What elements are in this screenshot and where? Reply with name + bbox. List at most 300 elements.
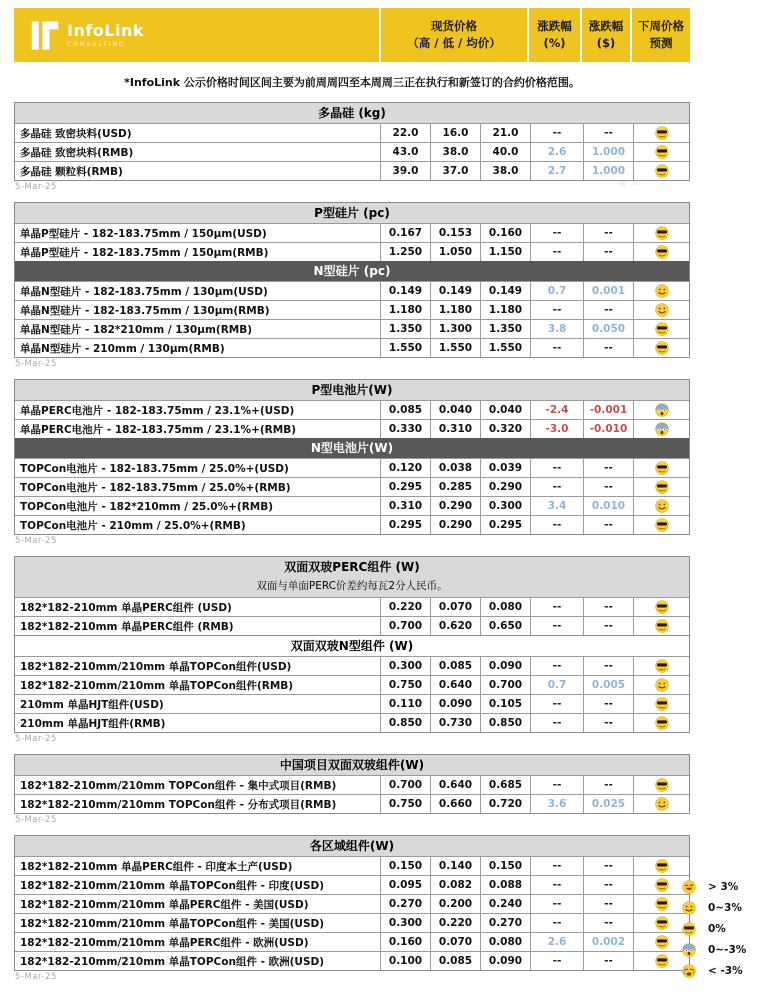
price-high-cell: 0.700	[380, 776, 430, 794]
row-label: 182*182-210mm 单晶PERC组件 - 印度本土产(USD)	[20, 860, 293, 873]
forecast-cell	[633, 124, 689, 142]
price-high-cell: 0.120	[380, 459, 430, 477]
report-header	[14, 8, 690, 62]
forecast-cell	[633, 516, 689, 534]
change-percent-cell: --	[530, 224, 583, 242]
price-avg-cell: 0.040	[480, 401, 530, 419]
price-low-cell: 0.140	[430, 857, 480, 875]
price-avg-cell: 38.0	[480, 162, 530, 180]
price-low-cell: 0.040	[430, 401, 480, 419]
brand-text	[67, 20, 145, 48]
column-header-spot-price: 现货价格 （高 / 低 / 均价）	[379, 8, 527, 62]
change-usd-cell: --	[583, 516, 633, 534]
sunglasses-face-icon	[655, 916, 669, 930]
price-avg-cell: 40.0	[480, 143, 530, 161]
price-high-cell: 0.300	[380, 657, 430, 675]
price-low-cell: 0.620	[430, 617, 480, 635]
forecast-legend	[682, 876, 760, 981]
table-row	[15, 223, 689, 242]
sunglasses-face-icon	[655, 245, 669, 259]
section-header	[15, 261, 689, 281]
section-note: 双面与单面PERC价差约每瓦2分人民币。	[256, 580, 448, 592]
forecast-cell	[633, 243, 689, 261]
legend-item	[682, 897, 760, 918]
forecast-cell	[633, 795, 689, 813]
table-row	[15, 142, 689, 161]
date-stamp: 5-Mar-25	[15, 815, 57, 825]
sunglasses-face-icon	[655, 697, 669, 711]
price-low-cell: 0.660	[430, 795, 480, 813]
table-row	[15, 458, 689, 477]
sunglasses-face-icon	[655, 600, 669, 614]
sunglasses-face-icon	[655, 461, 669, 475]
table-groups	[14, 102, 690, 992]
row-label: 182*182-210mm 单晶PERC组件 (RMB)	[20, 620, 234, 633]
change-percent-cell: 0.7	[530, 676, 583, 694]
section-title: 双面双玻PERC组件 (W)	[284, 560, 420, 574]
row-label: 182*182-210mm/210mm 单晶PERC组件 - 美国(USD)	[20, 898, 309, 911]
table-row	[15, 300, 689, 319]
section-header	[15, 103, 689, 123]
row-label: 单晶PERC电池片 - 182-183.75mm / 23.1%+(RMB)	[20, 423, 297, 436]
price-avg-cell: 0.720	[480, 795, 530, 813]
forecast-cell	[633, 339, 689, 357]
row-label: 210mm 单晶HJT组件(RMB)	[20, 717, 166, 730]
section-header	[15, 438, 689, 458]
smile-face-icon	[655, 678, 669, 692]
section-title: 中国项目双面双玻组件(W)	[279, 758, 425, 772]
table-row	[15, 932, 689, 951]
smile-face-icon	[655, 797, 669, 811]
row-label: 多晶硅 致密块料(USD)	[20, 127, 132, 140]
price-avg-cell: 0.320	[480, 420, 530, 438]
price-low-cell: 0.082	[430, 876, 480, 894]
fear-face-icon	[655, 403, 669, 417]
column-header-forecast: 下周价格 预测	[630, 8, 690, 62]
price-low-cell: 0.220	[430, 914, 480, 932]
fear-face-icon	[655, 422, 669, 436]
forecast-cell	[633, 857, 689, 875]
change-usd-cell: --	[583, 695, 633, 713]
price-high-cell: 0.085	[380, 401, 430, 419]
change-percent-cell: --	[530, 895, 583, 913]
sunglasses-face-icon	[655, 935, 669, 949]
row-label: 182*182-210mm/210mm TOPCon组件 - 集中式项目(RMB)	[20, 779, 337, 792]
sunglasses-face-icon	[655, 859, 669, 873]
change-percent-cell: --	[530, 301, 583, 319]
change-usd-cell: --	[583, 895, 633, 913]
forecast-cell	[633, 952, 689, 970]
price-low-cell: 0.149	[430, 282, 480, 300]
table-row	[15, 281, 689, 300]
price-high-cell: 0.300	[380, 914, 430, 932]
row-label: 182*182-210mm/210mm 单晶TOPCon组件 - 欧洲(USD)	[20, 955, 325, 968]
change-usd-cell: 0.001	[583, 282, 633, 300]
price-avg-cell: 0.039	[480, 459, 530, 477]
smile-face-icon	[682, 901, 696, 915]
table-group	[14, 202, 690, 358]
price-high-cell: 22.0	[380, 124, 430, 142]
sunglasses-face-icon	[655, 164, 669, 178]
row-label: 182*182-210mm/210mm 单晶TOPCon组件(USD)	[20, 660, 292, 673]
sunglasses-face-icon	[655, 716, 669, 730]
price-low-cell: 0.070	[430, 933, 480, 951]
forecast-cell	[633, 895, 689, 913]
row-label: 多晶硅 颗粒料(RMB)	[20, 165, 123, 178]
change-usd-cell: --	[583, 339, 633, 357]
forecast-cell	[633, 420, 689, 438]
table-group	[14, 556, 690, 733]
change-percent-cell: --	[530, 124, 583, 142]
date-stamp: 5-Mar-25	[15, 536, 57, 546]
sunglasses-face-icon	[655, 897, 669, 911]
date-stamp: 5-Mar-25	[15, 734, 57, 744]
change-percent-cell: 3.4	[530, 497, 583, 515]
price-high-cell: 0.160	[380, 933, 430, 951]
sunglasses-face-icon	[655, 322, 669, 336]
change-percent-cell: --	[530, 776, 583, 794]
section-title: P型硅片 (pc)	[314, 206, 390, 220]
row-label: 单晶N型硅片 - 182-183.75mm / 130μm(USD)	[20, 285, 268, 298]
sunglasses-face-icon	[682, 922, 696, 936]
table-row	[15, 894, 689, 913]
column-header-change-percent: 涨跌幅 (%)	[527, 8, 580, 62]
forecast-cell	[633, 478, 689, 496]
section-header	[15, 557, 689, 597]
change-percent-cell: -2.4	[530, 401, 583, 419]
section-title: 各区域组件(W)	[309, 839, 395, 853]
forecast-cell	[633, 676, 689, 694]
price-low-cell: 0.640	[430, 676, 480, 694]
table-row	[15, 694, 689, 713]
brand-name: InfoLink	[67, 20, 145, 40]
price-low-cell: 0.070	[430, 598, 480, 616]
change-usd-cell: 0.050	[583, 320, 633, 338]
table-group	[14, 835, 690, 971]
table-row	[15, 713, 689, 732]
forecast-cell	[633, 301, 689, 319]
price-high-cell: 0.167	[380, 224, 430, 242]
price-high-cell: 0.095	[380, 876, 430, 894]
forecast-cell	[633, 282, 689, 300]
change-usd-cell: --	[583, 459, 633, 477]
legend-item	[682, 918, 760, 939]
smile-face-icon	[655, 303, 669, 317]
change-percent-cell: --	[530, 695, 583, 713]
price-low-cell: 1.050	[430, 243, 480, 261]
section-header	[15, 203, 689, 223]
forecast-cell	[633, 933, 689, 951]
forecast-cell	[633, 224, 689, 242]
row-label: TOPCon电池片 - 210mm / 25.0%+(RMB)	[20, 519, 246, 532]
section-title: P型电池片(W)	[311, 383, 393, 397]
price-high-cell: 43.0	[380, 143, 430, 161]
infolink-logo-icon	[30, 19, 60, 52]
table-row	[15, 123, 689, 142]
price-avg-cell: 0.149	[480, 282, 530, 300]
price-high-cell: 0.100	[380, 952, 430, 970]
price-avg-cell: 0.240	[480, 895, 530, 913]
forecast-cell	[633, 914, 689, 932]
row-label: 182*182-210mm/210mm 单晶TOPCon组件 - 美国(USD)	[20, 917, 325, 930]
row-label: 182*182-210mm 单晶PERC组件 (USD)	[20, 601, 232, 614]
change-percent-cell: --	[530, 657, 583, 675]
price-high-cell: 1.180	[380, 301, 430, 319]
price-avg-cell: 0.300	[480, 497, 530, 515]
brand-subtitle: CONSULTING	[67, 40, 126, 48]
price-low-cell: 0.285	[430, 478, 480, 496]
sunglasses-face-icon	[655, 954, 669, 968]
sunglasses-face-icon	[655, 518, 669, 532]
legend-label: < -3%	[708, 964, 743, 977]
sunglasses-face-icon	[655, 145, 669, 159]
row-label: 210mm 单晶HJT组件(USD)	[20, 698, 164, 711]
sunglasses-face-icon	[655, 126, 669, 140]
row-label: 单晶N型硅片 - 182-183.75mm / 130μm(RMB)	[20, 304, 270, 317]
table-row	[15, 794, 689, 813]
change-percent-cell: --	[530, 478, 583, 496]
legend-label: 0%	[708, 922, 726, 935]
section-header	[15, 635, 689, 656]
price-low-cell: 0.640	[430, 776, 480, 794]
legend-label: 0~3%	[708, 901, 742, 914]
sunglasses-face-icon	[655, 878, 669, 892]
sunglasses-face-icon	[655, 659, 669, 673]
change-percent-cell: 3.6	[530, 795, 583, 813]
row-label: 182*182-210mm/210mm 单晶TOPCon组件(RMB)	[20, 679, 294, 692]
forecast-cell	[633, 459, 689, 477]
price-avg-cell: 1.550	[480, 339, 530, 357]
row-label: 182*182-210mm/210mm TOPCon组件 - 分布式项目(RMB)	[20, 798, 337, 811]
section-header	[15, 380, 689, 400]
change-usd-cell: --	[583, 478, 633, 496]
table-row	[15, 656, 689, 675]
smile-face-icon	[655, 284, 669, 298]
table-row	[15, 161, 689, 180]
table-row	[15, 515, 689, 534]
change-usd-cell: -0.001	[583, 401, 633, 419]
change-usd-cell: --	[583, 301, 633, 319]
change-usd-cell: --	[583, 914, 633, 932]
price-low-cell: 38.0	[430, 143, 480, 161]
price-low-cell: 0.310	[430, 420, 480, 438]
price-avg-cell: 0.290	[480, 478, 530, 496]
price-avg-cell: 0.850	[480, 714, 530, 732]
change-percent-cell: --	[530, 459, 583, 477]
change-percent-cell: 2.6	[530, 143, 583, 161]
sunglasses-face-icon	[655, 226, 669, 240]
table-row	[15, 875, 689, 894]
date-stamp: 5-Mar-25	[15, 359, 57, 369]
row-label: TOPCon电池片 - 182-183.75mm / 25.0%+(RMB)	[20, 481, 291, 494]
price-high-cell: 1.550	[380, 339, 430, 357]
price-low-cell: 1.180	[430, 301, 480, 319]
forecast-cell	[633, 143, 689, 161]
price-avg-cell: 1.350	[480, 320, 530, 338]
price-low-cell: 0.085	[430, 952, 480, 970]
change-usd-cell: 0.025	[583, 795, 633, 813]
table-group	[14, 754, 690, 814]
price-avg-cell: 0.080	[480, 933, 530, 951]
brand-logo	[14, 8, 379, 62]
table-row	[15, 338, 689, 357]
price-avg-cell: 0.150	[480, 857, 530, 875]
change-usd-cell: --	[583, 124, 633, 142]
sunglasses-face-icon	[655, 778, 669, 792]
price-avg-cell: 0.090	[480, 657, 530, 675]
row-label: 单晶P型硅片 - 182-183.75mm / 150μm(RMB)	[20, 246, 269, 259]
price-high-cell: 0.750	[380, 795, 430, 813]
price-high-cell: 0.295	[380, 478, 430, 496]
price-avg-cell: 0.080	[480, 598, 530, 616]
price-avg-cell: 0.685	[480, 776, 530, 794]
change-percent-cell: --	[530, 617, 583, 635]
change-percent-cell: --	[530, 516, 583, 534]
forecast-cell	[633, 497, 689, 515]
table-row	[15, 597, 689, 616]
row-label: TOPCon电池片 - 182-183.75mm / 25.0%+(USD)	[20, 462, 289, 475]
column-header-change-usd: 涨跌幅 ($)	[580, 8, 630, 62]
price-high-cell: 1.250	[380, 243, 430, 261]
price-high-cell: 0.150	[380, 857, 430, 875]
change-percent-cell: --	[530, 243, 583, 261]
price-high-cell: 0.110	[380, 695, 430, 713]
forecast-cell	[633, 876, 689, 894]
price-avg-cell: 0.090	[480, 952, 530, 970]
price-low-cell: 0.200	[430, 895, 480, 913]
forecast-cell	[633, 657, 689, 675]
table-row	[15, 675, 689, 694]
price-high-cell: 0.270	[380, 895, 430, 913]
change-usd-cell: --	[583, 243, 633, 261]
section-title: 多晶硅 (kg)	[318, 106, 386, 120]
section-title: N型电池片(W)	[310, 441, 394, 455]
change-percent-cell: --	[530, 914, 583, 932]
change-usd-cell: --	[583, 657, 633, 675]
price-high-cell: 0.220	[380, 598, 430, 616]
price-avg-cell: 0.105	[480, 695, 530, 713]
table-row	[15, 913, 689, 932]
table-row	[15, 242, 689, 261]
date-stamp: 5-Mar-25	[15, 972, 57, 982]
change-percent-cell: 3.8	[530, 320, 583, 338]
price-avg-cell: 0.088	[480, 876, 530, 894]
price-high-cell: 0.750	[380, 676, 430, 694]
change-usd-cell: --	[583, 857, 633, 875]
change-usd-cell: 0.002	[583, 933, 633, 951]
table-row	[15, 951, 689, 970]
price-low-cell: 0.290	[430, 497, 480, 515]
date-stamp: 5-Mar-25	[15, 182, 57, 192]
price-high-cell: 0.700	[380, 617, 430, 635]
price-avg-cell: 0.650	[480, 617, 530, 635]
price-avg-cell: 1.180	[480, 301, 530, 319]
section-title: N型硅片 (pc)	[313, 264, 391, 278]
change-percent-cell: --	[530, 857, 583, 875]
price-high-cell: 0.310	[380, 497, 430, 515]
price-avg-cell: 0.160	[480, 224, 530, 242]
change-usd-cell: --	[583, 714, 633, 732]
table-row	[15, 419, 689, 438]
smile-face-icon	[655, 499, 669, 513]
grin-face-icon	[682, 880, 696, 894]
change-percent-cell: --	[530, 876, 583, 894]
fear-face-icon	[682, 943, 696, 957]
row-label: 182*182-210mm/210mm 单晶TOPCon组件 - 印度(USD)	[20, 879, 325, 892]
change-usd-cell: 0.010	[583, 497, 633, 515]
change-usd-cell: 1.000	[583, 143, 633, 161]
price-avg-cell: 0.270	[480, 914, 530, 932]
section-header	[15, 755, 689, 775]
change-usd-cell: --	[583, 876, 633, 894]
price-low-cell: 0.290	[430, 516, 480, 534]
legend-item	[682, 960, 760, 981]
row-label: 单晶N型硅片 - 210mm / 130μm(RMB)	[20, 342, 225, 355]
change-usd-cell: --	[583, 617, 633, 635]
price-low-cell: 0.153	[430, 224, 480, 242]
change-percent-cell: --	[530, 714, 583, 732]
table-group	[14, 379, 690, 535]
price-high-cell: 1.350	[380, 320, 430, 338]
price-high-cell: 0.295	[380, 516, 430, 534]
row-label: TOPCon电池片 - 182*210mm / 25.0%+(RMB)	[20, 500, 274, 513]
section-title: 双面双玻N型组件 (W)	[290, 639, 414, 653]
row-label: 多晶硅 致密块料(RMB)	[20, 146, 134, 159]
price-low-cell: 0.730	[430, 714, 480, 732]
forecast-cell	[633, 617, 689, 635]
price-avg-cell: 0.700	[480, 676, 530, 694]
change-usd-cell: --	[583, 952, 633, 970]
legend-item	[682, 939, 760, 960]
change-percent-cell: --	[530, 598, 583, 616]
table-row	[15, 477, 689, 496]
forecast-cell	[633, 320, 689, 338]
change-percent-cell: --	[530, 952, 583, 970]
table-row	[15, 775, 689, 794]
price-low-cell: 0.090	[430, 695, 480, 713]
forecast-cell	[633, 598, 689, 616]
table-row	[15, 496, 689, 515]
table-group	[14, 102, 690, 181]
price-low-cell: 1.300	[430, 320, 480, 338]
change-percent-cell: 2.6	[530, 933, 583, 951]
forecast-cell	[633, 162, 689, 180]
table-row	[15, 400, 689, 419]
price-high-cell: 0.850	[380, 714, 430, 732]
price-period-note: *InfoLink 公示价格时间区间主要为前周周四至本周周三正在执行和新签订的合约价格范围。	[124, 76, 580, 89]
forecast-cell	[633, 401, 689, 419]
price-high-cell: 0.330	[380, 420, 430, 438]
change-percent-cell: 0.7	[530, 282, 583, 300]
price-high-cell: 0.149	[380, 282, 430, 300]
table-row	[15, 856, 689, 875]
legend-item	[682, 876, 760, 897]
price-high-cell: 39.0	[380, 162, 430, 180]
forecast-cell	[633, 714, 689, 732]
change-usd-cell: 0.005	[583, 676, 633, 694]
row-label: 单晶N型硅片 - 182*210mm / 130μm(RMB)	[20, 323, 253, 336]
price-low-cell: 37.0	[430, 162, 480, 180]
change-usd-cell: --	[583, 224, 633, 242]
price-low-cell: 16.0	[430, 124, 480, 142]
change-percent-cell: -3.0	[530, 420, 583, 438]
price-avg-cell: 1.150	[480, 243, 530, 261]
price-table-column-headers	[379, 8, 690, 62]
price-low-cell: 0.085	[430, 657, 480, 675]
price-avg-cell: 0.295	[480, 516, 530, 534]
forecast-cell	[633, 776, 689, 794]
sunglasses-face-icon	[655, 341, 669, 355]
